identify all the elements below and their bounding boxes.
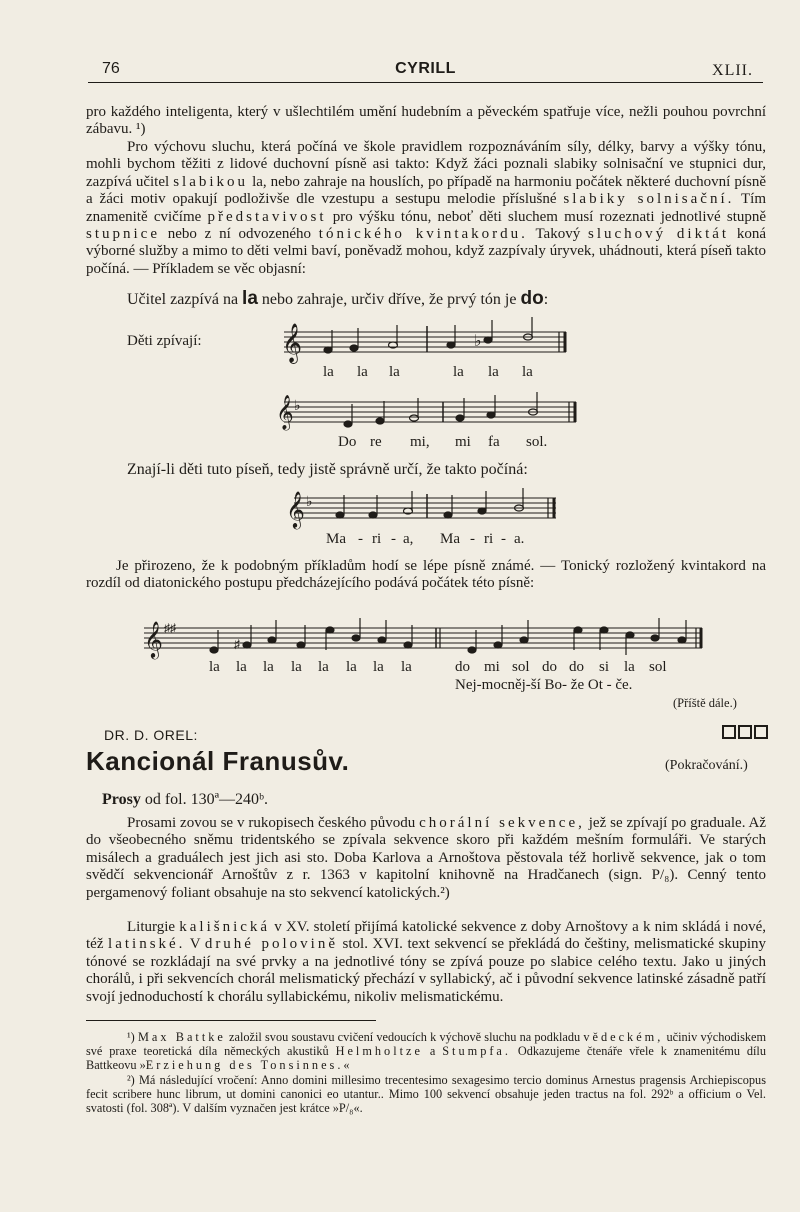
footnotes [86, 1030, 766, 1115]
volume-number: XLII. [712, 62, 753, 79]
footnote-2: ²) Má následující vročení: Anno domini millesimo trecentesimo sexagesimo tercio dominus Arnestus pragensis Archiepiscopus fecit scribere hunc librum, ut domini canonici eo utantur.. Mimo 100 sekvencí obsahuje jeden tractus na fol. 292ᵇ a officium o Vel. svatosti (fol. 308ª). V dalším vyznačen jest krátce »P/₈«. [86, 1072, 766, 1116]
paragraph-tonic: Je přirozeno, že k podobným příkladům hodí se lépe písně známé. — Tonický rozložený kvintakord na rozdíl od diatonického postupu předcházejícího podává počátek této písně: [86, 558, 766, 592]
author-name: DR. D. OREL: [104, 727, 198, 743]
section-ornament-icon [722, 725, 768, 739]
lyrics-ex4-text: Nej-mocněj-ší Bo- že Ot - če. [455, 677, 633, 693]
flat-icon: ♭ [294, 399, 301, 414]
music-staff-4 [140, 616, 710, 662]
journal-title: CYRILL [395, 60, 456, 77]
treble-clef-icon: 𝄞 [282, 325, 303, 362]
example-label: Děti zpívají: [127, 333, 202, 349]
footnote-1: ¹) Max Battke založil svou soustavu cvičení vedoucích k výchově sluchu na podkladu vědeckém, učiniv východiskem své praxe teoretická díla německých akustiků Helmholtze a Stumpfa. Odkazujeme čtenáře vřele k znamenitému dílu Battkeovu »Erziehung des Tonsinnes.« [86, 1030, 767, 1073]
svg-text:♯: ♯ [234, 637, 240, 651]
paragraph-liturgy: Liturgie kališnická v XV. století přijímá katolické sekvence z doby Arnoštovy a k nim skládá i nové, též latinské. V druhé polovině stol. XVI. text sekvencí se překládá do češtiny, melismatické skupiny tónové se rozkládají na své prvky a na jednotlivé tóny se zpívá pouze po slabice celého textu. Jako u jiných chorálů, i při sekvencích chorál melismatický přechází v syllabický, ač i původní sekvence latinské zásadně patří svojí jednoduchostí k chorálu syllabickému, nikoliv melismatickému. [86, 919, 767, 1005]
line-children-know: Znají-li děti tuto píseň, tedy jistě správně určí, že takto počíná: [127, 461, 528, 478]
treble-clef-icon: 𝄞 [286, 491, 305, 527]
article-title: Kancionál Franusův. [86, 746, 350, 776]
music-staff-2 [276, 388, 586, 438]
prosy-heading: Prosy od fol. 130ª—240ᵇ. [102, 791, 268, 808]
continuation-note: (Pokračování.) [665, 758, 748, 773]
flat-icon: ♭ [306, 495, 313, 510]
to-be-continued-note: (Příště dále.) [673, 696, 737, 710]
svg-text:♭: ♭ [474, 333, 482, 350]
paragraph-intro: pro každého inteligenta, který v ušlechtilém umění hudebním a pěveckém spatřuje více, nežli pouhou povrchní zábavu. ¹) [86, 104, 766, 138]
running-header [88, 58, 763, 83]
sharp-icon: ♯♯ [164, 621, 176, 635]
page: 76 CYRILL XLII. pro každého inteligenta, který v ušlechtilém umění hudebním a pěveckém spatřuje více, nežli pouhou povrchní zábavu. ¹) Pro výchovu sluchu, která počíná ve škole pravidlem rozpoznáváním síly, délky, barvy a výšky tónu, mohli bychom těžiti z lidové duchovní písně asi takto: Když žáci poznali slabiky solnisační ve stupnici dur, zazpívá učitel slabikou la, nebo zahraje na houslích, po případě na harmoniu počátek některé duchovní písně a žáci motiv opakují podloživše dle vzestupu a sestupu melodie příslušné slabiky solnisační. Tím znamenitě cvičíme představivost pro výšku tónu, neboť děti sluchem musí rozeznati jednotlivé stupně stupnice nebo z ní odvozeného tónického kvintakordu. Takový sluchový diktát koná výborné služby a mimo to děti velmi baví, poněvadž mohou, když zazpívaly úryvek, uhádnouti, která píseň takto počíná. — Příkladem se věc objasní: Učitel zazpívá na la nebo zahraje, určiv dříve, že prvý tón je do: Děti zpívají: 𝄞 ♭ la la la la la la 𝄞 ♭ Do re mi, mi fa sol. Znají-li děti tuto píseň, tedy jistě správně určí, že takto počíná: 𝄞 ♭ Ma - ri - a, Ma - ri - a. Je přirozeno, že k podobným příkladům hodí se lépe písně známé. — Tonický rozložený kvintakord na rozdíl od diatonického postupu předcházejícího podává počátek této písně: 𝄞 ♯♯ ♯ la la la la la la la la do mi sol do do si la sol Nej-mocněj-ší Bo- že Ot - če. (Příště dále.) DR. D. OREL: Kancionál Franusův. (Pokračování.) Prosy od fol. 130ª—240ᵇ. Prosami zovou se v rukopisech českého původu chorální sekvence, jež se zpívají po graduale. Až do všeobecného sněmu tridentského se zpívala sekvence skoro při každém mešním formuláři. Ve starých misálech a graduálech jest jich asi sto. Doba Karlova a Arnoštova pěstovala též horlivě sekvence, jak o tom svědčí sekvencionář Arnoštův z r. 1363 v kapitolní knihovně na Hradčanech (sign. P/₈). Cenný tento pergamenový foliant obsahuje na sto sekvencí katolických.²) Liturgie kališnická v XV. století přijímá katolické sekvence z doby Arnoštovy a k nim skládá i nové, též latinské. V druhé polovině stol. XVI. text sekvencí se překládá do češtiny, melismatické skupiny tónové se rozkládají na své prvky a na jednotlivé tóny se zpívá pouze po slabice celého textu. Jako u jiných chorálů, i při sekvencích chorál melismatický přechází v syllabický, ač i původní sekvence latinské zásadně patří svojí jednoduchostí k chorálu syllabickému, nikoliv melismatickému. ¹) Max Battke založil svou soustavu cvičení vedoucích k výchově sluchu na podkladu vědeckém, učiniv východiskem své praxe teoretická díla německých akustiků Helmholtze a Stumpfa. Odkazujeme čtenáře vřele k znamenitému dílu Battkeovu »Erziehung des Tonsinnes.« ²) Má následující vročení: Anno domini millesimo trecentesimo sexagesimo tercio dominus Arnestus pragensis Archiepiscopus fecit scribere hunc librum, ut domini canonici eo utantur.. Mimo 100 sekvencí obsahuje jeden tractus na fol. 292ᵇ a officium o Vel. svatosti (fol. 308ª). V dalším vyznačen jest krátce »P/₈«. [86, 60, 767, 1116]
music-staff-1 [276, 318, 576, 368]
line-teacher-sings: Učitel zazpívá na la nebo zahraje, určiv dříve, že prvý tón je do: [127, 288, 549, 309]
treble-clef-icon: 𝄞 [144, 621, 163, 657]
footnote-rule [86, 1020, 376, 1021]
treble-clef-icon: 𝄞 [276, 396, 294, 429]
paragraph-hearing: Pro výchovu sluchu, která počíná ve škole pravidlem rozpoznáváním síly, délky, barvy a výšky tónu, mohli bychom těžiti z lidové duchovní písně asi takto: Když žáci poznali slabiky solnisační ve stupnici dur, zazpívá učitel slabikou la, nebo zahraje na houslích, po případě na harmoniu počátek některé duchovní písně a žáci motiv opakují podloživše dle vzestupu a sestupu melodie příslušné slabiky solnisační. Tím znamenitě cvičíme představivost pro výšku tónu, neboť děti sluchem musí rozeznati jednotlivé stupně stupnice nebo z ní odvozeného tónického kvintakordu. Takový sluchový diktát koná výborné služby a mimo to děti velmi baví, poněvadž mohou, když zazpívaly úryvek, uhádnouti, která píseň takto počíná. — Příkladem se věc objasní: [86, 139, 767, 277]
page-number: 76 [102, 60, 120, 77]
music-staff-3 [286, 484, 566, 534]
paragraph-prosy: Prosami zovou se v rukopisech českého původu chorální sekvence, jež se zpívají po graduale. Až do všeobecného sněmu tridentského se zpívala sekvence skoro při každém mešním formuláři. Ve starých misálech a graduálech jest jich asi sto. Doba Karlova a Arnoštova pěstovala též horlivě sekvence, jak o tom svědčí sekvencionář Arnoštův z r. 1363 v kapitolní knihovně na Hradčanech (sign. P/₈). Cenný tento pergamenový foliant obsahuje na sto sekvencí katolických.²) [86, 815, 767, 901]
